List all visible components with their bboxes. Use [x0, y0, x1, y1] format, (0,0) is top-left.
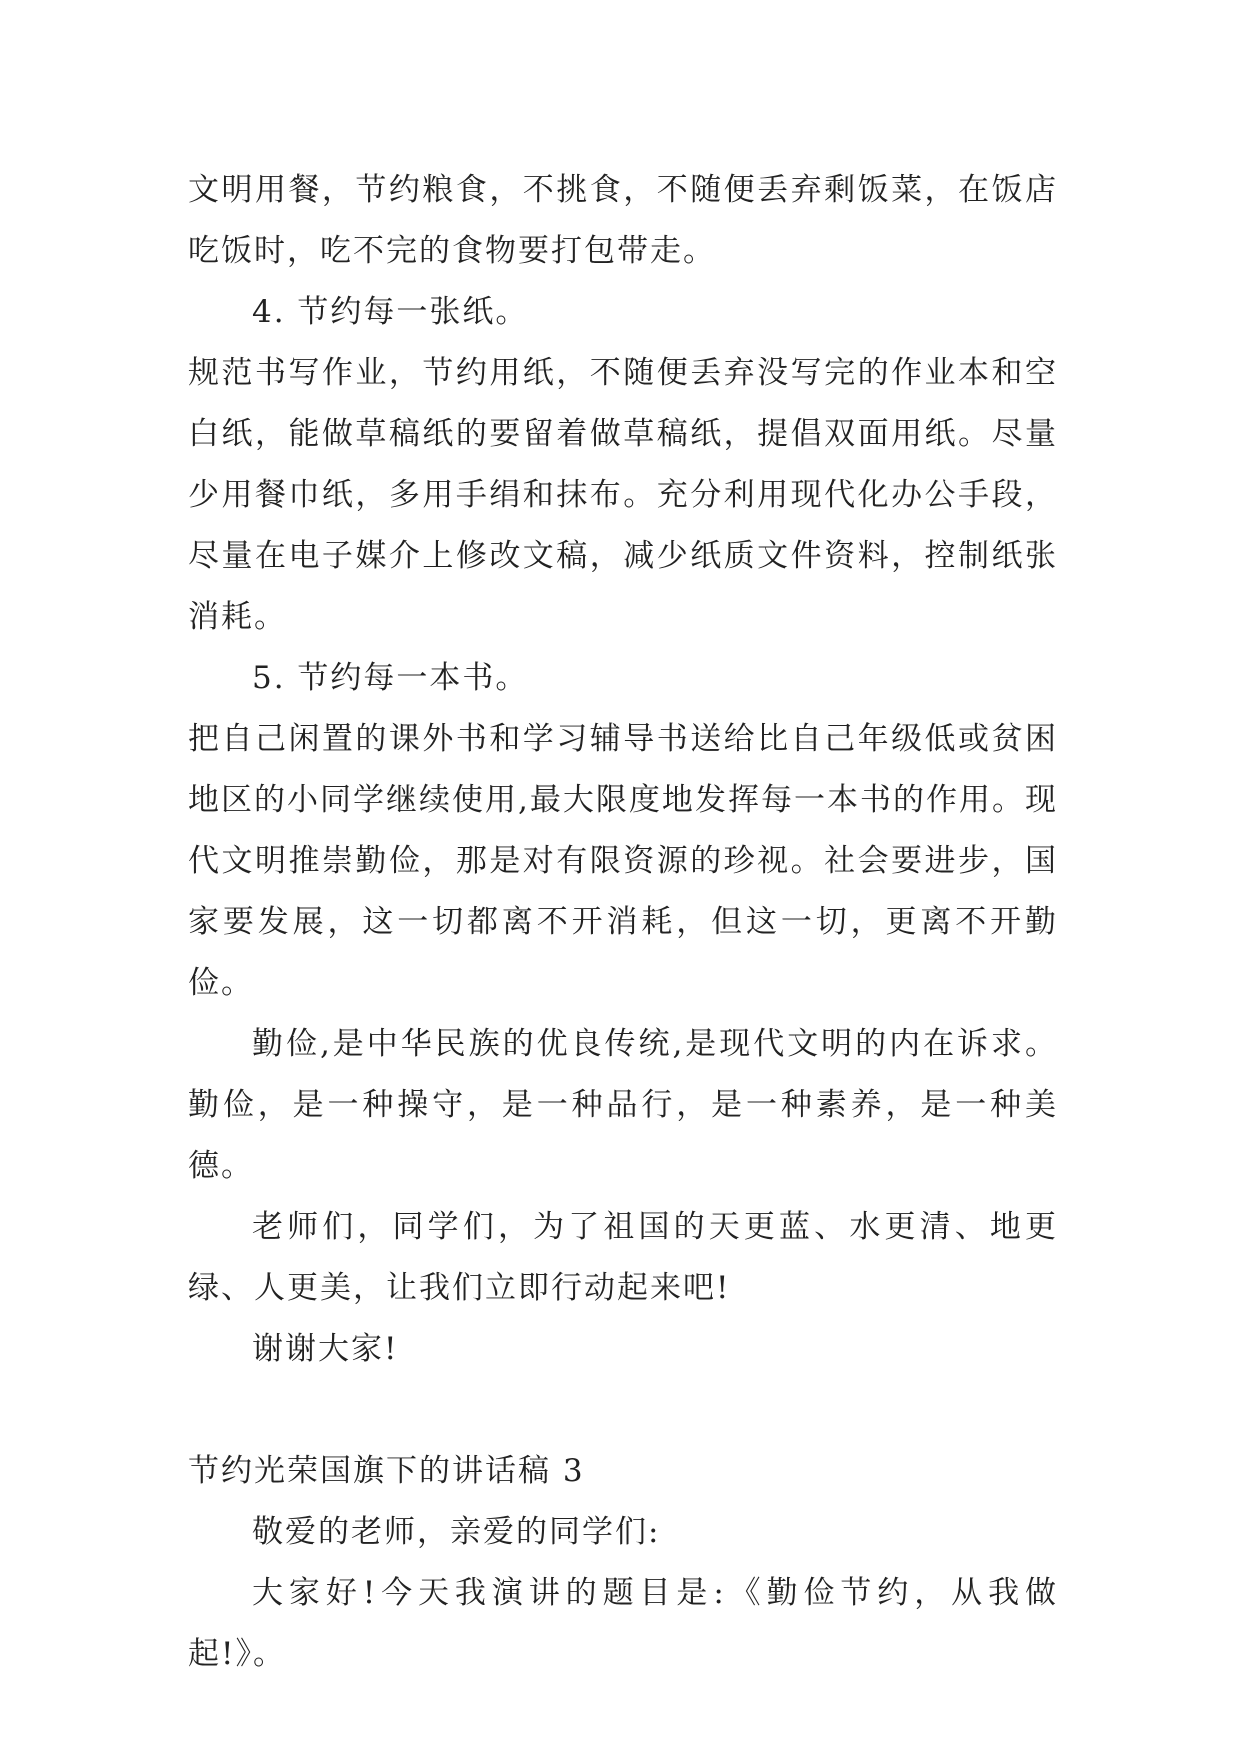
document-body — [188, 160, 1058, 1685]
heading-save-books: 5. 节约每一本书。 — [252, 660, 529, 696]
paragraph-save-books: 把自己闲置的课外书和学习辅导书送给比自己年级低或贫困地区的小同学继续使用,最大限度地发挥每一本书的作用。现代文明推崇勤俭，那是对有限资源的珍视。社会要进步，国家要发展，这一切都离不开消耗，但这一切，更离不开勤俭。 — [188, 721, 1058, 1001]
paragraph-speech-topic: 大家好!今天我演讲的题目是:《勤俭节约，从我做起!》。 — [188, 1575, 1058, 1672]
paragraph-call-to-action: 老师们，同学们，为了祖国的天更蓝、水更清、地更绿、人更美，让我们立即行动起来吧! — [188, 1209, 1058, 1306]
heading-save-paper: 4. 节约每一张纸。 — [252, 294, 529, 330]
paragraph-thanks: 谢谢大家! — [252, 1331, 399, 1367]
paragraph-dining: 文明用餐，节约粮食，不挑食，不随便丢弃剩饭菜，在饭店吃饭时，吃不完的食物要打包带走。 — [188, 172, 1058, 269]
paragraph-thrift-tradition: 勤俭,是中华民族的优良传统,是现代文明的内在诉求。勤俭，是一种操守，是一种品行，是一种素养，是一种美德。 — [188, 1026, 1058, 1184]
paragraph-save-paper: 规范书写作业，节约用纸，不随便丢弃没写完的作业本和空白纸，能做草稿纸的要留着做草稿纸，提倡双面用纸。尽量少用餐巾纸，多用手绢和抹布。充分利用现代化办公手段，尽量在电子媒介上修改文稿，减少纸质文件资料，控制纸张消耗。 — [188, 355, 1058, 635]
section-title: 节约光荣国旗下的讲话稿 3 — [188, 1453, 585, 1489]
paragraph-salutation: 敬爱的老师，亲爱的同学们: — [252, 1514, 661, 1550]
